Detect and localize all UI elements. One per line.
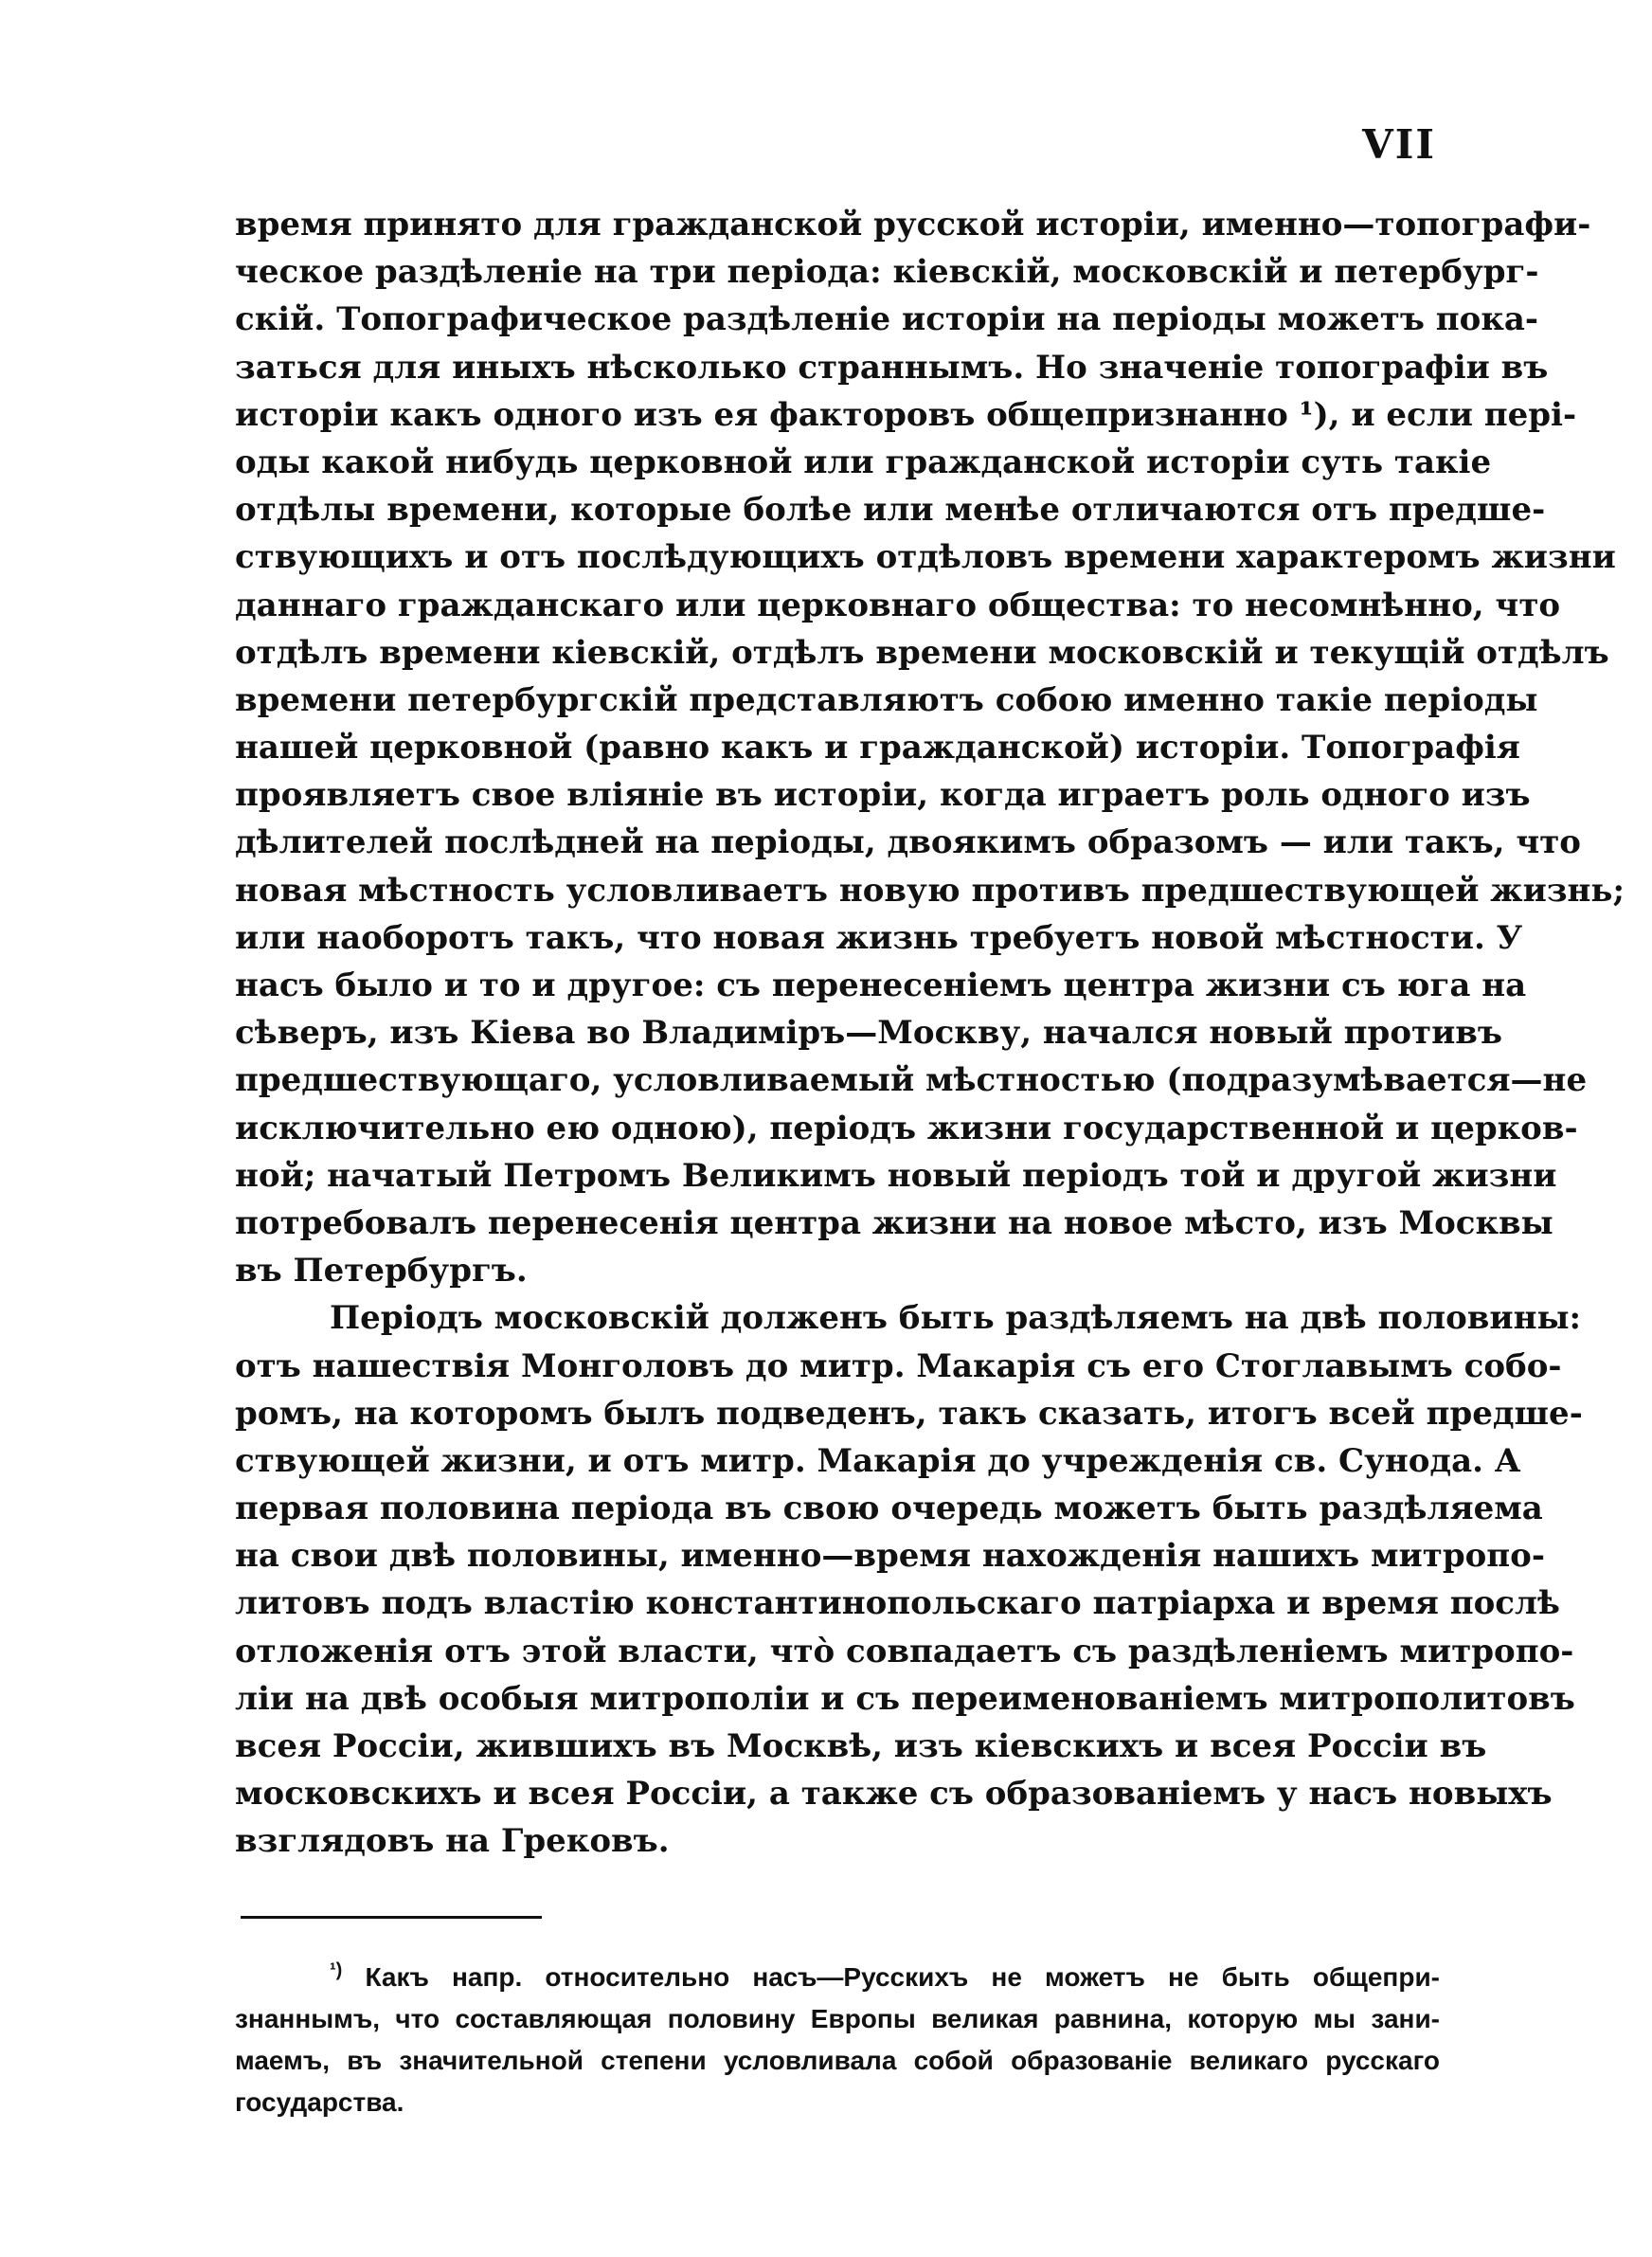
- text-line: оды какой нибудь церковной или гражданской исторіи суть такіе: [235, 442, 1492, 481]
- footnote-first-line: [235, 1957, 1440, 1998]
- text-line: отъ нашествія Монголовъ до митр. Макарія съ его Стоглавымъ собо-: [235, 1346, 1562, 1385]
- footnote-line: маемъ, въ значительной степени условливала собой образованіе великаго русскаго: [235, 2046, 1440, 2075]
- footnote-line: государства.: [235, 2087, 404, 2117]
- text-line: московскихъ и всея Россіи, а также съ образованіемъ у насъ новыхъ: [235, 1775, 1553, 1814]
- text-line: отложенія отъ этой власти, чтò совпадаетъ съ раздѣленіемъ митропо-: [235, 1632, 1574, 1670]
- text-line: времени петербургскій представляютъ собою именно такіе періоды: [235, 680, 1538, 719]
- text-line: Періодъ московскій долженъ быть раздѣляемъ на двѣ половины:: [330, 1299, 1582, 1338]
- text-line: взглядовъ на Грековъ.: [235, 1822, 670, 1861]
- text-line: всея Россіи, жившихъ въ Москвѣ, изъ кіевскихъ и всея Россіи въ: [235, 1727, 1487, 1765]
- text-line: предшествующаго, условливаемый мѣстностью (подразумѣвается—не: [235, 1061, 1588, 1100]
- text-line: заться для иныхъ нѣсколько страннымъ. Но значеніе топографіи въ: [235, 348, 1549, 387]
- paragraph-1: [235, 201, 1625, 1294]
- footnote: [235, 1957, 1440, 2123]
- text-line: нашей церковной (равно какъ и гражданской) исторіи. Топографія: [235, 729, 1520, 767]
- paragraph-2: [235, 1294, 1583, 1865]
- text-line: на свои двѣ половины, именно—время нахожденія нашихъ митропо-: [235, 1537, 1545, 1576]
- text-line: литовъ подъ властію константинопольскаго патріарха и время послѣ: [235, 1584, 1560, 1623]
- text-line: ствующей жизни, и отъ митр. Макарія до учрежденія св. Сунода. А: [235, 1441, 1521, 1480]
- text-line: ромъ, на которомъ былъ подведенъ, такъ сказать, итогъ всей предше-: [235, 1394, 1583, 1433]
- text-line: въ Петербургъ.: [235, 1252, 528, 1291]
- page-number: VII: [1362, 121, 1436, 168]
- text-line: насъ было и то и другое: съ перенесеніемъ центра жизни съ юга на: [235, 966, 1527, 1004]
- text-line: проявляетъ свое вліяніе въ исторіи, когда играетъ роль одного изъ: [235, 776, 1531, 815]
- text-line: отдѣлы времени, которые болѣе или менѣе отличаются отъ предше-: [235, 491, 1546, 530]
- text-line: ліи на двѣ особыя митрополіи и съ переименованіемъ митрополитовъ: [235, 1679, 1575, 1718]
- main-text: [235, 201, 1625, 1866]
- text-line: исключительно ею одною), періодъ жизни государственной и церков-: [235, 1109, 1578, 1147]
- text-line: время принято для гражданской русской исторіи, именно—топографи-: [235, 206, 1591, 244]
- text-line: скій. Топографическое раздѣленіе исторіи на періоды можетъ пока-: [235, 300, 1539, 339]
- text-line: ствующихъ и отъ послѣдующихъ отдѣловъ времени характеромъ жизни: [235, 538, 1616, 577]
- text-line: или наоборотъ такъ, что новая жизнь требуетъ новой мѣстности. У: [235, 918, 1523, 957]
- text-line: ной; начатый Петромъ Великимъ новый періодъ той и другой жизни: [235, 1156, 1557, 1195]
- text-line: даннаго гражданскаго или церковнаго общества: то несомнѣнно, что: [235, 586, 1561, 624]
- text-line: отдѣлъ времени кіевскій, отдѣлъ времени московскій и текущій отдѣлъ: [235, 633, 1609, 672]
- footnote-text: Какъ напр. относительно насъ—Русскихъ не можетъ не быть общепри-: [365, 1962, 1440, 1992]
- footnote-divider: [241, 1916, 542, 1919]
- text-line: дѣлителей послѣдней на періоды, двоякимъ образомъ — или такъ, что: [235, 823, 1581, 862]
- text-line: ческое раздѣленіе на три періода: кіевскій, московскій и петербург-: [235, 253, 1539, 292]
- footnote-line: знаннымъ, что составляющая половину Европы великая равнина, которую мы зани-: [235, 2004, 1440, 2033]
- text-line: исторіи какъ одного изъ ея факторовъ общепризнанно ¹), и если пері-: [235, 395, 1577, 434]
- text-line: первая половина періода въ свою очередь можетъ быть раздѣляема: [235, 1490, 1543, 1528]
- text-line: потребовалъ перенесенія центра жизни на новое мѣсто, изъ Москвы: [235, 1203, 1553, 1242]
- footnote-marker: ¹): [330, 1959, 343, 1981]
- text-line: новая мѣстность условливаетъ новую противъ предшествующей жизнь;: [235, 871, 1625, 910]
- text-line: сѣверъ, изъ Кіева во Владиміръ—Москву, начался новый противъ: [235, 1014, 1503, 1053]
